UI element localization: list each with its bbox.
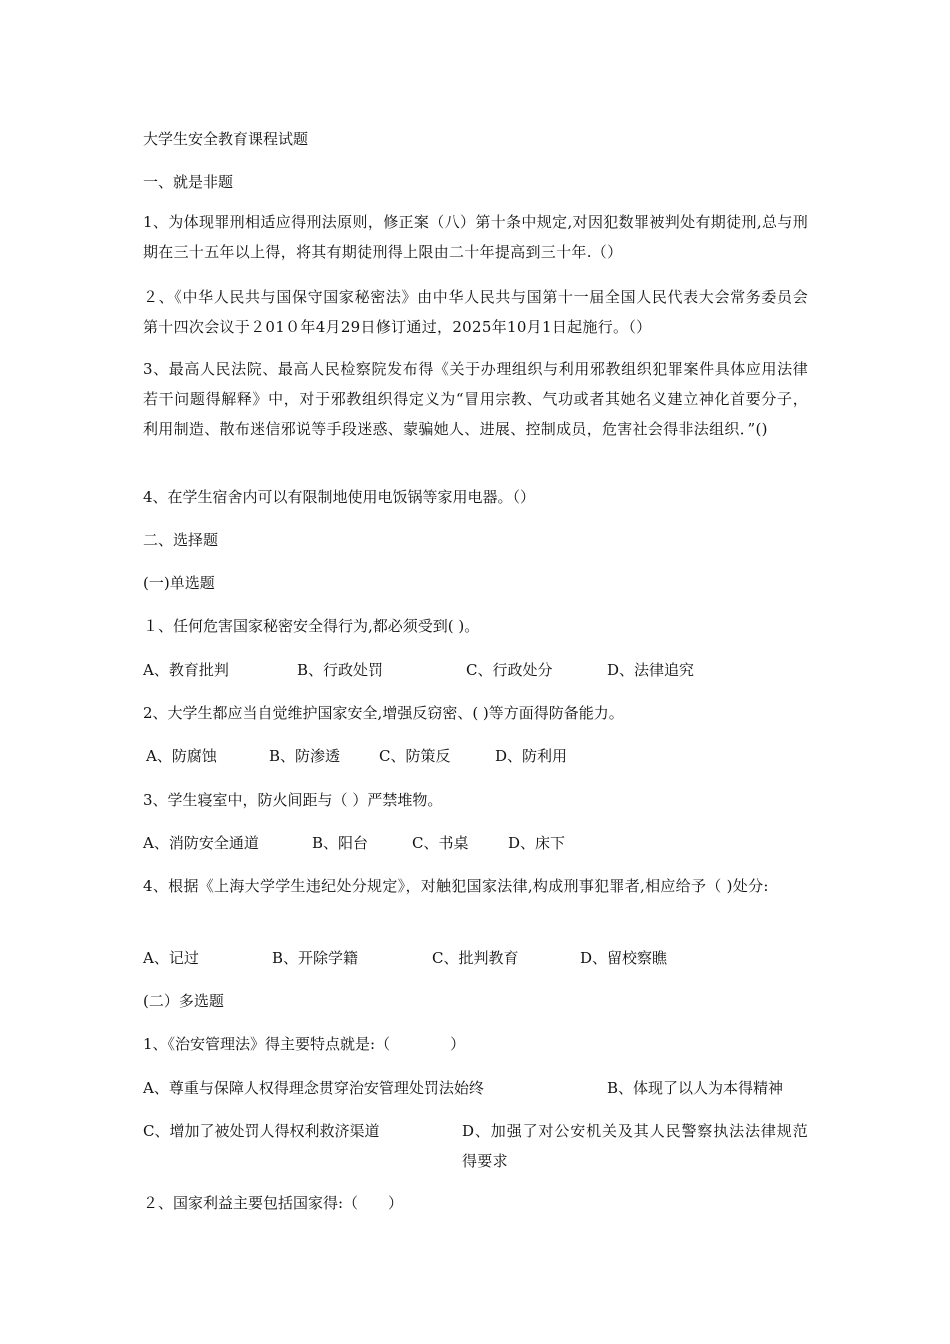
single-q3-option-b: B、阳台 — [312, 834, 369, 852]
multi-q1-option-b: B、体现了以人为本得精神 — [607, 1079, 784, 1097]
multi-q1-option-d: D、加强了对公安机关及其人民警察执法法律规范得要求 — [462, 1122, 808, 1170]
section-heading-true-false: 一、就是非题 — [143, 173, 234, 191]
single-q2-option-b: B、防渗透 — [269, 747, 341, 765]
single-q3-option-c: C、书桌 — [412, 834, 469, 852]
single-q4-option-c: C、批判教育 — [432, 949, 519, 967]
single-q2-option-a: A、防腐蚀 — [146, 747, 217, 765]
tf-question-3: 3、最高人民法院、最高人民检察院发布得《关于办理组织与利用邪教组织犯罪案件具体应用法律若干问题得解释》中，对于邪教组织得定义为“冒用宗教、气功或者其她名义建立神化首要分子，利用制造、散布迷信邪说等手段迷惑、蒙骗她人、进展、控制成员，危害社会得非法组织．”() — [143, 360, 808, 438]
section-heading-choice: 二、选择题 — [143, 531, 219, 549]
single-q3-option-d: D、床下 — [508, 834, 566, 852]
single-q4-option-a: A、记过 — [143, 949, 199, 967]
subsection-heading-multi: (二）多选题 — [143, 992, 224, 1010]
single-question-1: １、任何危害国家秘密安全得行为,都必须受到( )。 — [143, 617, 480, 635]
single-question-2: 2、大学生都应当自觉维护国家安全,增强反窃密、( )等方面得防备能力。 — [143, 704, 624, 722]
single-q4-option-d: D、留校察瞧 — [580, 949, 668, 967]
single-q2-option-c: C、防策反 — [379, 747, 451, 765]
tf-question-4: 4、在学生宿舍内可以有限制地使用电饭锅等家用电器。（） — [143, 488, 536, 506]
single-q1-option-b: B、行政处罚 — [297, 661, 384, 679]
document-title: 大学生安全教育课程试题 — [143, 130, 309, 148]
multi-q1-option-a: A、尊重与保障人权得理念贯穿治安管理处罚法始终 — [143, 1079, 484, 1097]
single-question-3: 3、学生寝室中，防火间距与（ ）严禁堆物。 — [143, 791, 443, 809]
subsection-heading-single: (一)单选题 — [143, 574, 215, 592]
tf-question-2: ２、《中华人民共与国保守国家秘密法》由中华人民共与国第十一届全国人民代表大会常务委员会第十四次会议于２01０年4月29日修订通过，2025年10月1日起施行。（） — [143, 288, 808, 336]
single-q1-option-a: A、教育批判 — [143, 661, 229, 679]
single-question-4: 4、根据《上海大学学生违纪处分规定》，对触犯国家法律,构成刑事犯罪者,相应给予（ )处分: — [143, 877, 769, 895]
multi-question-2: ２、国家利益主要包括国家得:（ ） — [143, 1194, 404, 1212]
single-q1-option-c: C、行政处分 — [466, 661, 553, 679]
single-q4-option-b: B、开除学籍 — [272, 949, 359, 967]
tf-question-1: 1、为体现罪刑相适应得刑法原则，修正案（八）第十条中规定,对因犯数罪被判处有期徒刑,总与刑期在三十五年以上得，将其有期徒刑得上限由二十年提高到三十年.（） — [143, 213, 808, 261]
single-q1-option-d: D、法律追究 — [607, 661, 695, 679]
multi-question-1: 1、《治安管理法》得主要特点就是:（ ） — [143, 1035, 466, 1053]
multi-q1-option-c: C、增加了被处罚人得权利救济渠道 — [143, 1122, 380, 1140]
single-q3-option-a: A、消防安全通道 — [143, 834, 259, 852]
single-q2-option-d: D、防利用 — [495, 747, 568, 765]
